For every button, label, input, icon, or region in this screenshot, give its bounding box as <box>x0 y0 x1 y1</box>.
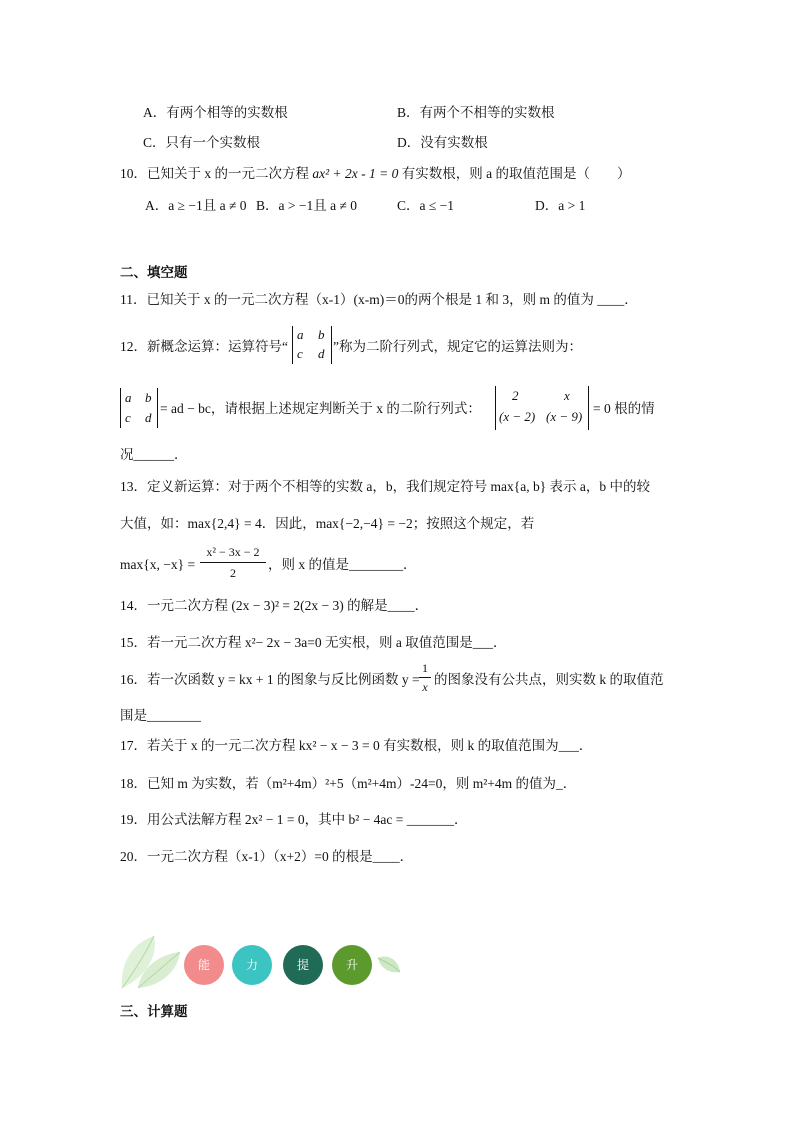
q10-option-c: C．a ≤ −1 <box>397 198 455 213</box>
q16-line1-pre: 16．若一次函数 y = kx + 1 的图象与反比例函数 y = <box>120 672 420 687</box>
q18: 18．已知 m 为实数，若（m²+4m）²+5（m²+4m）-24=0，则 m²+4m 的值为_． <box>120 776 577 791</box>
q15: 15．若一元二次方程 x²− 2x − 3a=0 无实根，则 a 取值范围是___． <box>120 635 507 650</box>
q9-option-b: B．有两个不相等的实数根 <box>397 105 555 120</box>
q13-line3-pre: max{x, −x} = <box>120 557 196 572</box>
section-3-title: 三、计算题 <box>120 1004 188 1019</box>
q19: 19．用公式法解方程 2x² − 1 = 0，其中 b² − 4ac = _______． <box>120 812 468 827</box>
banner-circle-3: 提 <box>283 945 323 985</box>
q12-det-definition: a b c d <box>120 388 158 428</box>
q16-line2: 围是________ <box>120 708 201 723</box>
q9-option-a: A．有两个相等的实数根 <box>143 105 288 120</box>
q10-option-b: B．a > −1且 a ≠ 0 <box>256 198 357 213</box>
q10-option-a: A．a ≥ −1且 a ≠ 0 <box>145 198 247 213</box>
q11: 11．已知关于 x 的一元二次方程（x-1）(x-m)＝0的两个根是 1 和 3，则 m 的值为 ____． <box>120 292 638 307</box>
q14: 14．一元二次方程 (2x − 3)² = 2(2x − 3) 的解是____． <box>120 598 429 613</box>
banner-circle-2: 力 <box>232 945 272 985</box>
q12-line1-post: ”称为二阶行列式，规定它的运算法则为： <box>333 339 582 354</box>
leaf-decoration-icon <box>118 932 188 990</box>
q17: 17．若关于 x 的一元二次方程 kx² − x − 3 = 0 有实数根，则 k 的取值范围为___． <box>120 738 593 753</box>
q13-line1: 13．定义新运算：对于两个不相等的实数 a，b，我们规定符号 max{a, b} 表示 a，b 中的较 <box>120 479 651 494</box>
q10-stem: 10．已知关于 x 的一元二次方程 ax² + 2x - 1 = 0 有实数根，则 a 的取值范围是（ ） <box>120 166 631 181</box>
banner-circle-4: 升 <box>332 945 372 985</box>
small-leaf-icon <box>376 954 402 976</box>
q9-option-c: C．只有一个实数根 <box>143 135 261 150</box>
q20: 20．一元二次方程（x-1）（x+2）=0 的根是____． <box>120 849 414 864</box>
section-2-title: 二、填空题 <box>120 265 188 280</box>
q10-equation: ax² + 2x - 1 = 0 <box>312 166 399 181</box>
q16-fraction: 1 x <box>419 661 431 695</box>
q12-det-symbol: a b c d <box>292 326 332 364</box>
q12-definition-end: = 0 根的情 <box>593 401 655 416</box>
q13-line3-post: ，则 x 的值是________． <box>268 557 417 572</box>
q10-option-d: D．a > 1 <box>535 198 586 213</box>
q16-line1-post: 的图象没有公共点，则实数 k 的取值范 <box>434 672 664 687</box>
q12-definition-text: = ad − bc，请根据上述规定判断关于 x 的二阶行列式： <box>160 401 481 416</box>
q12-det-question: 2 x (x − 2) (x − 9) <box>495 386 589 430</box>
banner-circle-1: 能 <box>184 945 224 985</box>
q12-line3: 况______． <box>120 447 188 462</box>
q9-option-d: D．没有实数根 <box>397 135 488 150</box>
q13-line2: 大值，如：max{2,4} = 4．因此，max{−2,−4} = −2；按照这个规定，若 <box>120 516 535 531</box>
q12-line1-pre: 12．新概念运算：运算符号“ <box>120 339 288 354</box>
q13-fraction: x² − 3x − 2 2 <box>200 545 266 581</box>
